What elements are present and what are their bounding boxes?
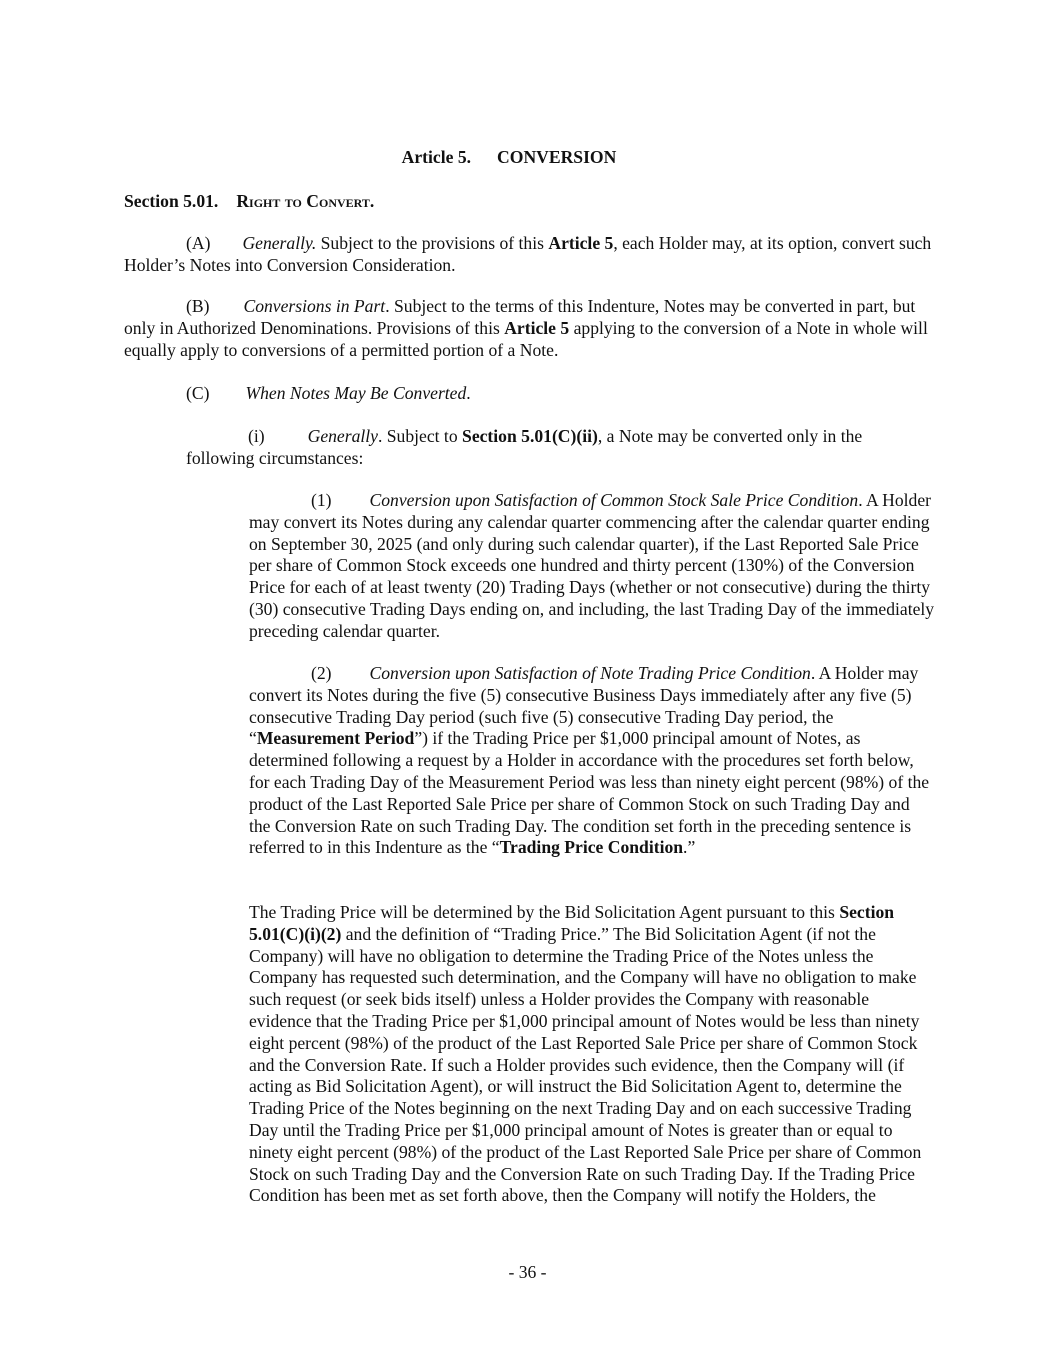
paragraph-2-marker: (2)	[311, 663, 332, 683]
article-reference: Article 5	[548, 233, 614, 253]
article-heading	[0, 147, 1018, 169]
paragraph-b-heading: Conversions in Part	[243, 296, 386, 316]
paragraph-2: (2) Conversion upon Satisfaction of Note Trading Price Condition. A Holder may convert its Notes during the five (5) consecutive Business Days immediately after any five (5) consecutive Trading Day period (such five (5) consecutive Trading Day period, the “Measurement Period”) if the Trading Price per $1,000 principal amount of Notes, as determined following a request by a Holder in accordance with the procedures set forth below, for each Trading Day of the Measurement Period was less than ninety eight percent (98%) of the product of the Last Reported Sale Price per share of Common Stock on such Trading Day and the Conversion Rate on such Trading Day. The condition set forth in the preceding sentence is referred to in this Indenture as the “Trading Price Condition.”	[249, 663, 930, 858]
section-title: Right to Convert.	[236, 191, 375, 211]
paragraph-a-marker: (A)	[186, 233, 211, 253]
defined-term: Trading Price Condition	[499, 837, 684, 858]
paragraph-c-i-marker: (i)	[248, 426, 265, 446]
paragraph-1-heading: Conversion upon Satisfaction of Common Stock Sale Price Condition	[369, 490, 859, 510]
paragraph-c: (C) When Notes May Be Converted.	[186, 383, 471, 403]
article-reference: Article 5	[504, 317, 570, 338]
paragraph-1: (1) Conversion upon Satisfaction of Common Stock Sale Price Condition. A Holder may convert its Notes during any calendar quarter commencing after the calendar quarter ending on September 30, 2025 (and only during such calendar quarter), if the Last Reported Sale Price per share of Common Stock exceeds one hundred and thirty percent (130%) of the Conversion Price for each of at least twenty (20) Trading Days (whether or not consecutive) during the thirty (30) consecutive Trading Days ending on, and including, the last Trading Day of the immediately preceding calendar quarter.	[249, 490, 935, 641]
paragraph-c-i-heading: Generally	[307, 426, 378, 446]
paragraph-b-marker: (B)	[186, 296, 210, 316]
paragraph-3: The Trading Price will be determined by the Bid Solicitation Agent pursuant to this Section 5.01(C)(i)(2) and the definition of “Trading Price.” The Bid Solicitation Agent (if not the Company) will have no obligation to determine the Trading Price of the Notes unless the Company has requested such determination, and the Company will have no obligation to make such request (or seek bids itself) unless a Holder provides the Company with reasonable evidence that the Trading Price per $1,000 principal amount of Notes would be less than ninety eight percent (98%) of the product of the Last Reported Sale Price per share of Common Stock and the Conversion Rate. If such a Holder provides such evidence, then the Company will (if acting as Bid Solicitation Agent), or will instruct the Bid Solicitation Agent to, determine the Trading Price of the Notes beginning on the next Trading Day and on each successive Trading Day until the Trading Price per $1,000 principal amount of Notes is greater than or equal to ninety eight percent (98%) of the product of the Last Reported Sale Price per share of Common Stock on such Trading Day and the Conversion Rate on such Trading Day. If the Trading Price Condition has been met as set forth above, then the Company will notify the Holders, the	[249, 902, 922, 1206]
page-number: - 36 -	[508, 1262, 547, 1282]
paragraph-c-heading: When Notes May Be Converted	[245, 383, 467, 403]
section-heading	[124, 191, 374, 213]
section-reference: Section 5.01(C)(i)(2)	[249, 902, 895, 944]
paragraph-b: (B) Conversions in Part. Subject to the terms of this Indenture, Notes may be converted in part, but only in Authorized Denominations. Provisions of this Article 5 applying to the conversion of a Note in whole will equally apply to conversions of a permitted portion of a Note.	[124, 296, 928, 360]
article-label: Article 5.	[401, 147, 472, 167]
paragraph-1-marker: (1)	[311, 490, 332, 510]
section-reference: Section 5.01(C)(ii)	[462, 426, 598, 446]
section-label: Section 5.01.	[124, 191, 219, 211]
paragraph-a: (A) Generally. Subject to the provisions of this Article 5, each Holder may, at its option, convert such Holder’s Notes into Conversion Consideration.	[124, 233, 932, 275]
paragraph-a-heading: Generally.	[242, 233, 317, 253]
paragraph-c-i: (i) Generally. Subject to Section 5.01(C)(ii), a Note may be converted only in the following circumstances:	[186, 426, 863, 468]
defined-term: Measurement Period	[256, 728, 415, 749]
article-title: CONVERSION	[497, 147, 617, 167]
paragraph-2-heading: Conversion upon Satisfaction of Note Trading Price Condition	[369, 663, 811, 683]
paragraph-c-marker: (C)	[186, 383, 210, 403]
